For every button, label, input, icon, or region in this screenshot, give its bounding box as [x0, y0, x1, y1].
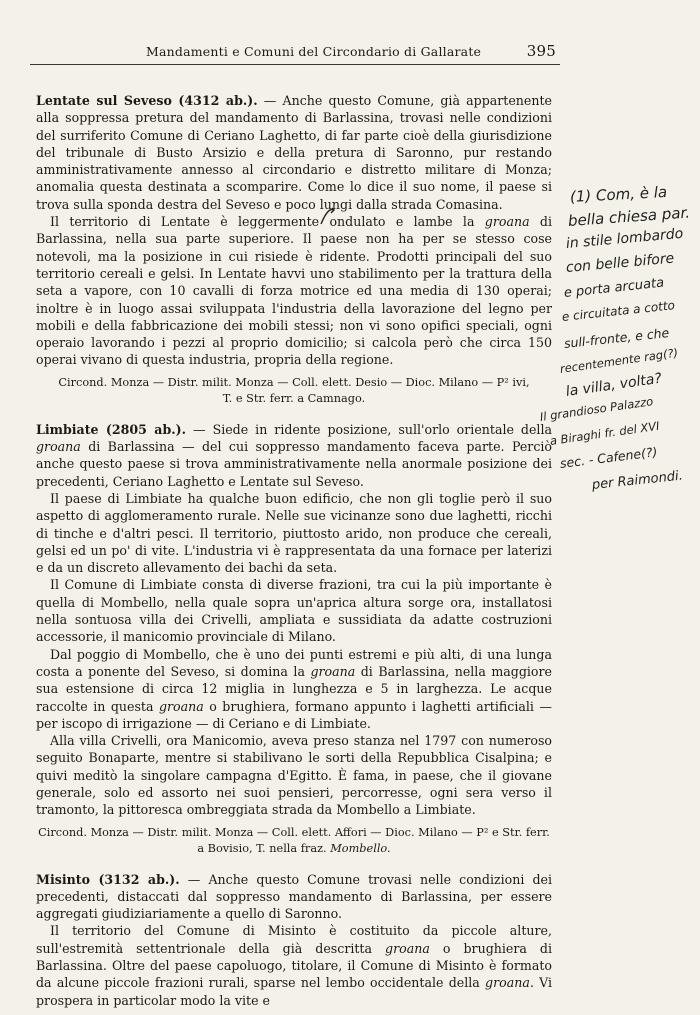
lentate-paragraph-2: Il territorio di Lentate è leggermente ondulato e lambe la groana di Barlassina, nella sua parte superiore. Il paese non ha per se stesso cose notevoli, ma la posizione in cui risiede è ridente. Prodotti principali del suo territorio cereali e gelsi. In Lentate havvi uno stabilimento per la trattura della seta a vapore, con 10 cavalli di forza motrice ed una media di 130 operai; inoltre è in luogo assai sviluppata l'industria della lavorazione del legno per mobili e della fabbricazione dei mobili stessi; non vi sono opifici speciali, ogni operaio lavorando i pezzi al proprio domicilio; si calcola però che circa 150 operai vivano di questa industria, propria della regione. — [36, 214, 552, 368]
handwritten-note: e porta arcuata — [563, 275, 665, 301]
handwritten-note: Il grandioso Palazzo — [539, 394, 655, 424]
handwritten-note: in stile lombardo — [565, 225, 684, 252]
running-title: Mandamenti e Comuni del Circondario di Gallarate — [146, 44, 482, 59]
handwritten-note: sec. - Cafene(?) — [559, 444, 659, 471]
limbiate-admin-info: Circond. Monza — Distr. milit. Monza — Coll. elett. Affori — Dioc. Milano — P² e Str. ferr. a Bovisio, T. nella fraz. Mombello. — [38, 825, 550, 855]
limbiate-paragraph-1: Limbiate (2805 ab.). — Siede in ridente posizione, sull'orlo orientale della groana di Barlassina — del cui soppresso mandamento faceva parte. Perciò anche questo paese si trova amministrativamente nella anormale posizione dei precedenti, Ceriano Laghetto e Lentate sul Seveso. — [36, 421, 552, 489]
header-rule — [30, 64, 560, 65]
lentate-admin-info: Circond. Monza — Distr. milit. Monza — Coll. elett. Desio — Dioc. Milano — P² ivi, T. e Str. ferr. a Camnago. — [58, 375, 530, 405]
handwritten-note: con belle bifore — [565, 250, 675, 276]
misinto-paragraph-2: Il territorio del Comune di Misinto è costituito da piccole alture, sull'estremità settentrionale della già descritta groana o brughiera di Barlassina. Oltre del paese capoluogo, titolare, il Comune di Misinto è formato da alcune piccole frazioni rurali, sparse nel lembo occidentale della groana. Vi prospera in particolar modo la vite e — [36, 923, 552, 1008]
lentate-paragraph-1: Lentate sul Seveso (4312 ab.). — Anche questo Comune, già appartenente alla soppressa pretura del mandamento di Barlassina, trovasi nelle condizioni del surriferito Comune di Ceriano Laghetto, di far parte cioè della giurisdizione del tribunale di Busto Arsizio e della pretura di Saronno, pur restando amministrativamente annesso al circondario e distretto militare di Monza; anomalia questa destinata a scomparire. Come lo dice il suo nome, il paese si trova sulla sponda destra del Seveso e poco lungi dalla strada Comasina. — [36, 93, 552, 212]
handwritten-note: sull-fronte, e che — [563, 324, 670, 351]
entry-title-misinto: Misinto (3132 ab.). — [36, 871, 180, 887]
page-number: 395 — [526, 42, 556, 60]
limbiate-paragraph-3: Il Comune di Limbiate consta di diverse frazioni, tra cui la più importante è quella di Mombello, nella quale sopra un'aprica altura sorge ora, installatosi nella sontuosa villa dei Crivelli, ampliata e sussidiata da adatte costruzioni accessorie, il manicomio provinciale di Milano. — [36, 577, 552, 645]
handwritten-note: a Biraghi fr. del XVI — [549, 418, 661, 448]
entry-title-lentate: Lentate sul Seveso (4312 ab.). — [36, 93, 258, 108]
limbiate-paragraph-5: Alla villa Crivelli, ora Manicomio, aveva preso stanza nel 1797 con numeroso seguito Bonaparte, mentre si stabilivano le sorti della Repubblica Cisalpina; e quivi meditò la singolare campagna d'Egitto. È fama, in paese, che il giovane generale, solo ed assorto nei suoi pensieri, percorresse, ogni sera verso il tramonto, la pittoresca ombreggiata strada da Mombello a Limbiate. — [36, 733, 552, 818]
handwritten-note: recentemente rag(?) — [559, 345, 679, 376]
limbiate-paragraph-4: Dal poggio di Mombello, che è uno dei punti estremi e più alti, di una lunga costa a ponente del Seveso, si domina la groana di Barlassina, nella maggiore sua estensione di circa 12 miglia in lunghezza e 5 in larghezza. Le acque raccolte in questa groana o brughiera, formano appunto i laghetti artificiali — per iscopo di irrigazione — di Ceriano e di Limbiate. — [36, 646, 552, 731]
misinto-paragraph-1: Misinto (3132 ab.). — Anche questo Comune trovasi nelle condizioni dei precedenti, distaccati dal soppresso mandamento di Barlassina, per essere aggregati giudiziariamente a quello di Saronno. — [36, 871, 553, 922]
text-column — [36, 92, 552, 1009]
handwritten-note: (1) Com, è la — [569, 182, 668, 206]
handwritten-note: bella chiesa par. — [567, 203, 691, 230]
handwritten-note: per Raimondi. — [591, 468, 684, 493]
handwritten-note: e circuitata a cotto — [561, 298, 676, 324]
handwritten-note: la villa, volta? — [564, 370, 663, 400]
entry-title-limbiate: Limbiate (2805 ab.). — [36, 421, 186, 437]
limbiate-paragraph-2: Il paese di Limbiate ha qualche buon edificio, che non gli toglie però il suo aspetto di agglomeramento rurale. Nelle sue vicinanze sono due laghetti, ricchi di tinche e d'altri pesci. Il territorio, piuttosto arido, non produce che cereali, gelsi ed un po' di vite. L'industria vi è rappresentata da una fornace per laterizi e da un discreto allevamento dei bachi da seta. — [36, 490, 552, 576]
